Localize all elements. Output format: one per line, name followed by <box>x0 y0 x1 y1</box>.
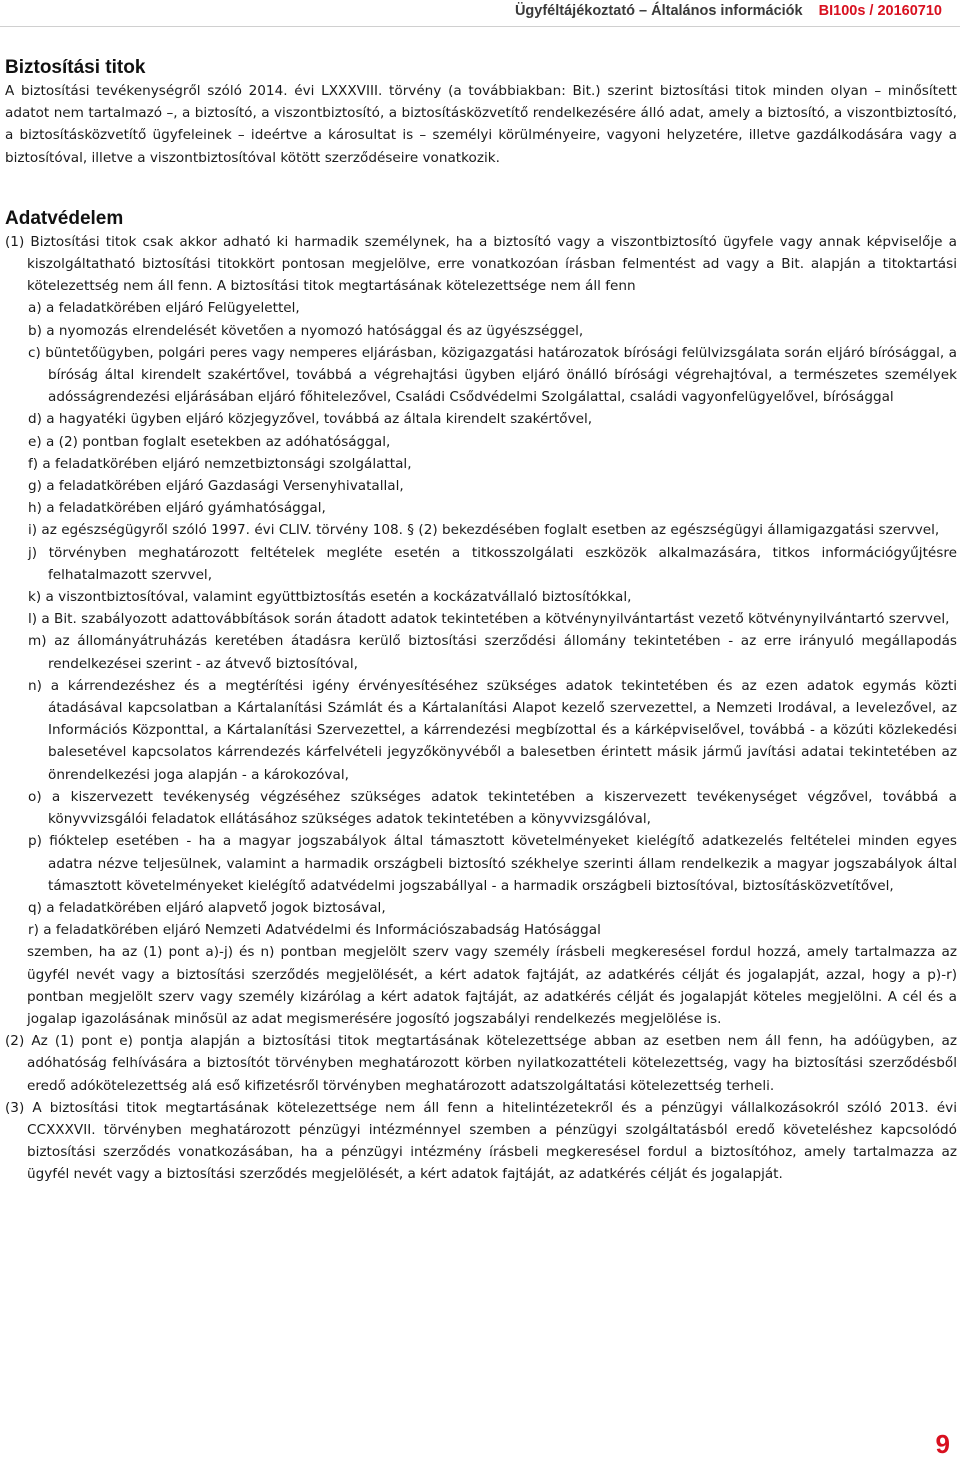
list-item: q) a feladatkörében eljáró alapvető jogok biztosával, <box>28 899 386 916</box>
header-document-code: BI100s / 20160710 <box>818 3 942 19</box>
page-number: 9 <box>935 1429 950 1459</box>
list-item: r) a feladatkörében eljáró Nemzeti Adatvédelmi és Információszabadság Hatósággal <box>28 922 601 939</box>
list-item: j) törvényben meghatározott feltételek megléte esetén a titkosszolgálati eszközök alkalmazására, titkos információgyűjtésre felhatalmazott szervvel, <box>28 544 957 583</box>
paragraph-1-closing: szemben, ha az (1) pont a)-j) és n) pontban megjelölt szerv vagy személy írásbeli megkeresésel fordul hozzá, amely tartalmazza az ügyfél nevét vagy a biztosítási szerződés megjelölését, a kért adatok fajtáját, az adatkérés célját és jogalapját, azzal, hogy a p)-r) pontban megjelölt szerv vagy személy kizárólag a kért adatok fajtáját, az adatkérés célját és jogalapját köteles megjelölni. A cél és a jogalap igazolásának minősül az adat megismerésére jogosító jogszabályi rendelkezés megjelölése is. <box>27 944 957 1027</box>
list-item: l) a Bit. szabályozott adattovábbítások során átadott adatok tekintetében a kötvénynyilvántartást vezető kötvénynyilvántartó szervvel, <box>28 611 950 628</box>
list-item: e) a (2) pontban foglalt esetekben az adóhatósággal, <box>28 433 391 450</box>
list-item: p) fióktelep esetében - ha a magyar jogszabályok által támasztott követelményeket kielégítő adatkezelés feltételei minden egyes adatra nézve teljesülnek, valamint a harmadik országbeli biztosító székhelye szerinti állam rendelkezik a magyar jogszabályok által támasztott követelményeket kielégítő adatvédelmi jogszabállyal - a harmadik országbeli biztosítóval, biztosításközvetítővel, <box>28 833 957 894</box>
paragraph-3: (3) A biztosítási titok megtartásának kötelezettsége nem áll fenn a hitelintézetekről és a pénzügyi vállalkozásokról szóló 2013. évi CCXXXVII. törvényben meghatározott pénzügyi intézménnyel szemben a pénzügyi szolgáltatásból eredő követeléshez kapcsolódó biztosítási szerződés vonatkozásában, ha a pénzügyi intézmény írásbeli megkeresésel fordul a biztosítóhoz, amely tartalmazza az ügyfél nevét vagy a biztosítási szerződés megjelölését, a kért adatok fajtáját, az adatkérés célját és jogalapját. <box>5 1099 957 1183</box>
section-title-adatvedelem: Adatvédelem <box>5 207 124 229</box>
header-divider <box>0 26 960 27</box>
paragraph-2: (2) Az (1) pont e) pontja alapján a biztosítási titok megtartásának kötelezettsége abban az esetben nem áll fenn, ha adóügyben, az adóhatóság felhívására a biztosítót törvényben meghatározott körben nyilatkozattételi kötelezettség, vagy ha biztosítási szerződésből eredő adókötelezettség alá eső kifizetésről törvényben meghatározott adatszolgáltatási kötelezettség terheli. <box>5 1033 957 1094</box>
list-item: g) a feladatkörében eljáró Gazdasági Versenyhivatallal, <box>28 478 404 495</box>
exception-list <box>5 297 957 941</box>
list-item: a) a feladatkörében eljáró Felügyelettel, <box>28 300 300 317</box>
section-gap <box>5 169 957 207</box>
list-item: k) a viszontbiztosítóval, valamint együttbiztosítás esetén a kockázatvállaló biztosítókkal, <box>28 589 632 606</box>
biztositasi-titok-paragraph: A biztosítási tevékenységről szóló 2014. évi LXXXVIII. törvény (a továbbiakban: Bit.) szerint biztosítási titok minden olyan – minősített adatot nem tartalmazó –, a biztosító, a viszontbiztosító, a biztosításközvetítő rendelkezésére álló adat, amely a biztosító, a viszontbiztosító, a biztosításközvetítő ügyfeleinek – ideértve a károsultat is – személyi körülményeire, vagyoni helyzetére, illetve gazdálkodására vagy a biztosítóval, illetve a viszontbiztosítóval kötött szerződéseire vonatkozik. <box>5 83 957 166</box>
list-item: c) büntetőügyben, polgári peres vagy nemperes eljárásban, közigazgatási határozatok bírósági felülvizsgálata során eljáró bírósággal, a bíróság által kirendelt szakértővel, továbbá a végrehajtási ügyben eljáró önálló bírósági végrehajtóval, a természetes személyek adósságrendezési eljárásában eljáró főhitelezővel, Családi Csődvédelmi Szolgálattal, családi vagyonfelügyelővel, bírósággal <box>28 344 957 406</box>
list-item: i) az egészségügyről szóló 1997. évi CLIV. törvény 108. § (2) bekezdésében foglalt esetben az egészségügyi államigazgatási szervvel, <box>28 522 940 539</box>
section-title-biztositasi-titok: Biztosítási titok <box>5 57 146 78</box>
list-item: f) a feladatkörében eljáró nemzetbiztonsági szolgálattal, <box>28 455 412 472</box>
list-item: m) az állományátruházás keretében átadásra kerülő biztosítási szerződési állomány tekintetében - az erre irányuló megállapodás rendelkezései szerint - az átvevő biztosítóval, <box>28 633 957 672</box>
list-item: o) a kiszervezett tevékenység végzéséhez szükséges adatok tekintetében a kiszervezett tevékenységet végzővel, továbbá a könyvvizsgálói feladatok ellátásához szükséges adatok tekintetében a könyvvizsgálóval, <box>28 788 957 828</box>
list-item: d) a hagyatéki ügyben eljáró közjegyzővel, továbbá az általa kirendelt szakértővel, <box>28 411 593 428</box>
paragraph-1: (1) Biztosítási titok csak akkor adható ki harmadik személynek, ha a biztosító vagy a viszontbiztosító ügyfele vagy annak képviselője a kiszolgáltatható biztosítási titokkört pontosan megjelölve, erre vonatkozóan írásban felmentést ad vagy a Bit. alapján a titoktartási kötelezettség nem áll fenn. A biztosítási titok megtartásának kötelezettsége nem áll fenn <box>5 233 957 295</box>
list-item: n) a kárrendezéshez és a megtérítési igény érvényesítéséhez szükséges adatok tekintetében és az ezen adatok egymás közti átadásával kapcsolatban a Kártalanítási Számlát és a Kártalanítási Alapot kezelő szervezettel, a Nemzeti Irodával, a levelezővel, az Információs Központtal, a Kártalanítási Szervezettel, a kárrendezési megbízottal és a kárképviselővel, továbbá - a közúti közlekedési balesetével kapcsolatos kárrendezés kárfelvételi jegyzőkönyvéből a balesetben érintett másik jármű javítási adatai tekintetében az önrendelkezési joga alapján - a károkozóval, <box>28 677 957 783</box>
list-item: h) a feladatkörében eljáró gyámhatósággal, <box>28 500 326 517</box>
page-content <box>5 56 957 1186</box>
document-header <box>515 0 942 22</box>
header-category: Ügyféltájékoztató – Általános információk <box>514 3 803 19</box>
list-item: b) a nyomozás elrendelését követően a nyomozó hatósággal és az ügyészséggel, <box>28 322 584 339</box>
